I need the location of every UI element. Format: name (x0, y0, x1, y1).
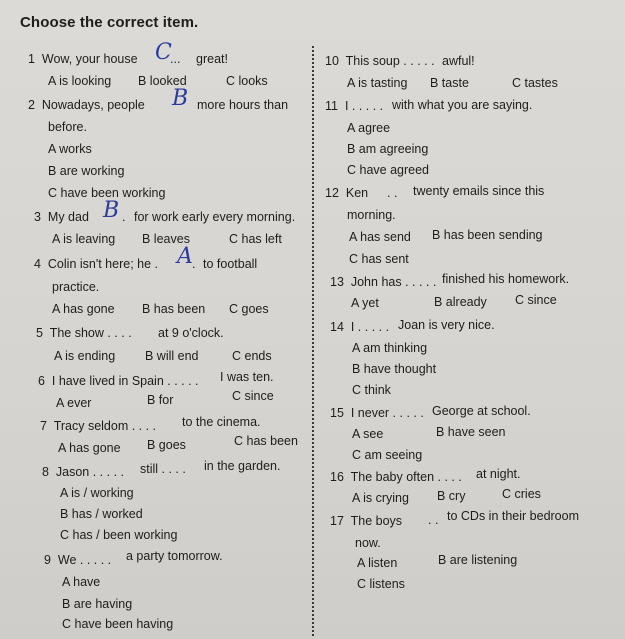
question-number: 12 (325, 186, 339, 200)
question-text: I was ten. (220, 370, 274, 384)
option-b: B have seen (436, 425, 506, 439)
handwritten-answer: B (103, 198, 120, 223)
option-a: A works (48, 142, 92, 156)
option-c: C since (515, 293, 557, 307)
question-number: 15 (330, 406, 344, 420)
option-c: C am seeing (352, 448, 423, 462)
question-14 (330, 320, 389, 334)
option-a: A yet (351, 296, 379, 310)
question-9 (44, 553, 111, 567)
option-c: C has left (229, 232, 282, 246)
handwritten-answer: A (177, 244, 193, 269)
question-text: to the cinema. (182, 415, 261, 429)
question-text: I . . . . . (344, 99, 384, 113)
option-b: B goes (147, 438, 186, 452)
question-text: with what you are saying. (392, 98, 533, 112)
option-a: A has send (349, 230, 411, 244)
answer-blank: . . (428, 513, 439, 527)
question-number: 16 (330, 470, 344, 484)
option-b: B looked (138, 74, 187, 88)
option-c: C has sent (349, 252, 409, 266)
question-16 (330, 470, 462, 484)
question-text: still . . . . (140, 462, 186, 476)
option-c: C have agreed (347, 163, 430, 177)
question-text: for work early every morning. (134, 210, 296, 224)
question-number: 1 (28, 52, 35, 66)
option-b: B already (434, 295, 487, 309)
question-text: Ken (345, 186, 369, 200)
option-a: A ever (56, 396, 92, 410)
question-6 (38, 374, 199, 388)
option-c: C have been having (62, 617, 174, 631)
option-c: C tastes (512, 76, 558, 90)
option-c: C since (232, 389, 274, 403)
question-4 (34, 257, 158, 271)
option-a: A is ending (54, 349, 116, 363)
question-text: practice. (52, 280, 100, 294)
handwritten-answer: B (172, 86, 189, 111)
question-text: Tracy seldom . . . . (53, 419, 157, 433)
option-c: C looks (226, 74, 268, 88)
question-text: I have lived in Spain . . . . . (51, 374, 199, 388)
option-a: A is crying (352, 491, 409, 505)
option-c: C ends (232, 349, 272, 363)
question-text: Jason . . . . . (55, 465, 124, 479)
option-c: C goes (229, 302, 269, 316)
question-13 (330, 275, 436, 289)
question-7 (40, 419, 156, 433)
question-number: 2 (28, 98, 35, 112)
option-c: C have been working (48, 186, 166, 200)
question-number: 8 (42, 465, 49, 479)
option-a: A am thinking (352, 341, 428, 355)
question-number: 9 (44, 553, 51, 567)
question-text: twenty emails since this (413, 184, 545, 198)
option-a: A has gone (52, 302, 115, 316)
option-a: A is / working (60, 486, 134, 500)
question-8 (42, 465, 124, 479)
question-text: Joan is very nice. (398, 318, 495, 332)
question-number: 5 (36, 326, 43, 340)
question-text: before. (48, 120, 87, 134)
option-a: A has gone (58, 441, 121, 455)
question-text: more hours than (197, 98, 289, 112)
option-b: B has / worked (60, 507, 143, 521)
option-b: B leaves (142, 232, 190, 246)
question-text: to football (203, 257, 258, 271)
question-12 (325, 186, 368, 200)
question-5 (36, 326, 132, 340)
page-title: Choose the correct item. (20, 14, 199, 31)
option-a: A is leaving (52, 232, 116, 246)
option-b: B have thought (352, 362, 437, 376)
question-number: 10 (325, 54, 339, 68)
column-divider (312, 46, 314, 636)
option-c: C cries (502, 487, 541, 501)
question-11 (325, 99, 383, 113)
option-b: B for (147, 393, 174, 407)
question-10 (325, 54, 435, 68)
question-text: The show . . . . (49, 326, 132, 340)
question-1 (28, 52, 138, 66)
question-text: at night. (476, 467, 521, 481)
question-text: The baby often . . . . (350, 470, 462, 484)
option-b: B am agreeing (347, 142, 429, 156)
question-text: George at school. (432, 404, 531, 418)
question-number: 3 (34, 210, 41, 224)
question-text: Nowadays, people (41, 98, 145, 112)
handwritten-answer: C (155, 40, 172, 65)
option-a: A is looking (48, 74, 112, 88)
option-b: B has been sending (432, 228, 543, 242)
question-text: awful! (442, 54, 475, 68)
option-b: B are having (62, 597, 133, 611)
option-a: A agree (347, 121, 391, 135)
question-text: My dad (47, 210, 89, 224)
question-15 (330, 406, 424, 420)
option-a: A is tasting (347, 76, 408, 90)
option-a: A have (62, 575, 101, 589)
question-text: a party tomorrow. (126, 549, 223, 563)
option-b: B are listening (438, 553, 518, 567)
answer-blank: . . (387, 186, 398, 200)
question-text: now. (355, 536, 381, 550)
question-text: Wow, your house (41, 52, 138, 66)
question-text: I . . . . . (350, 320, 390, 334)
question-text: We . . . . . (57, 553, 112, 567)
option-a: A see (352, 427, 384, 441)
option-c: C has been (234, 434, 298, 448)
question-text: at 9 o'clock. (158, 326, 224, 340)
question-text: John has . . . . . (350, 275, 437, 289)
answer-blank: . (122, 210, 126, 224)
question-number: 11 (325, 99, 338, 113)
option-c: C listens (357, 577, 405, 591)
question-number: 14 (330, 320, 344, 334)
option-b: B will end (145, 349, 199, 363)
answer-blank: . (192, 257, 196, 271)
question-number: 6 (38, 374, 45, 388)
option-b: B taste (430, 76, 469, 90)
question-number: 7 (40, 419, 47, 433)
question-text: great! (196, 52, 228, 66)
question-2 (28, 98, 145, 112)
question-number: 17 (330, 514, 344, 528)
question-text: to CDs in their bedroom (447, 509, 580, 523)
option-c: C has / been working (60, 528, 178, 542)
question-number: 4 (34, 257, 41, 271)
option-b: B are working (48, 164, 125, 178)
option-c: C think (352, 383, 391, 397)
question-text: I never . . . . . (350, 406, 424, 420)
option-b: B cry (437, 489, 466, 503)
question-17 (330, 514, 402, 528)
question-text: This soup . . . . . (345, 54, 435, 68)
question-3 (34, 210, 89, 224)
question-text: finished his homework. (442, 272, 570, 286)
option-b: B has been (142, 302, 206, 316)
question-text: in the garden. (204, 459, 281, 473)
question-text: The boys (350, 514, 403, 528)
answer-blank: ... (170, 52, 181, 66)
option-a: A listen (357, 556, 398, 570)
question-number: 13 (330, 275, 344, 289)
question-text: morning. (347, 208, 396, 222)
question-text: Colin isn't here; he . (47, 257, 158, 271)
